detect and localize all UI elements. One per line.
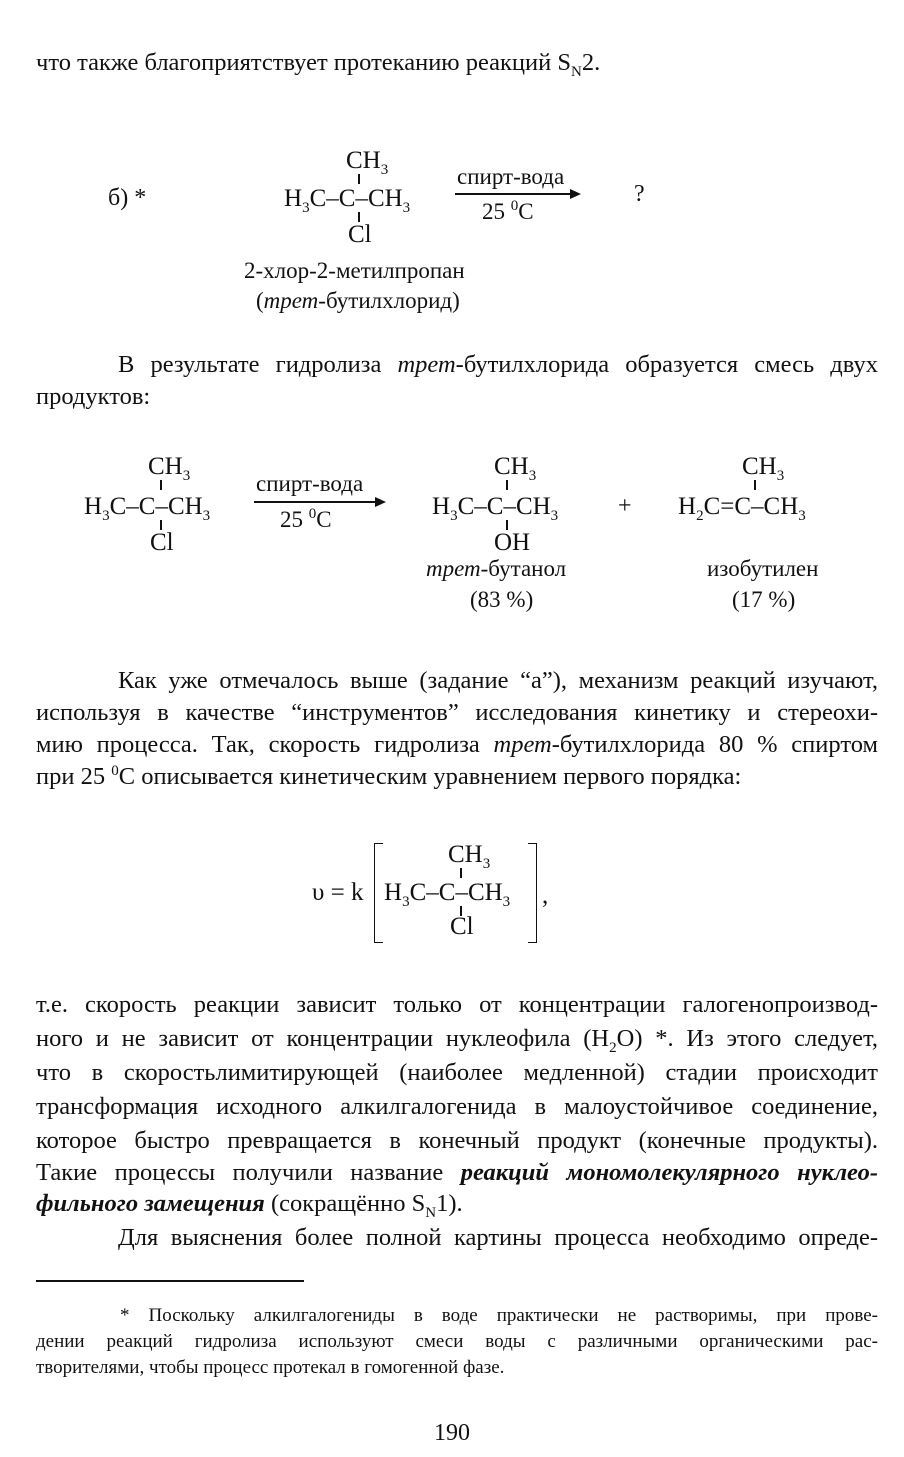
reaction-arrow — [254, 501, 384, 503]
compound-trivial-name: (трет-бутилхлорид) — [256, 288, 460, 313]
compound-name: 2-хлор-2-метилпропан — [244, 258, 465, 283]
reaction-condition-solvent: спирт-вода — [256, 471, 364, 496]
footnote-line-2: дении реакций гидролиза используют смеси воды с различными органическими рас- — [36, 1331, 878, 1352]
reaction-condition-solvent: спирт-вода — [457, 164, 565, 189]
product-2-name: изобутилен — [707, 556, 819, 581]
reaction-condition-temp: 25 $^0$C — [482, 198, 534, 224]
paragraph-3-line-3: что в скоростьлимитирующей (наиболее медленной) стадии происходит — [36, 1059, 878, 1086]
cl-atom: Cl — [348, 221, 372, 248]
unknown-product: ? — [634, 181, 645, 207]
reaction-label: б) * — [108, 185, 147, 211]
product-1-yield: (83 %) — [470, 587, 534, 612]
paragraph-2-line-2: используя в качестве “инструментов” исследования кинетику и стереохи- — [36, 699, 878, 726]
equation-comma: , — [542, 882, 549, 909]
product-1-name: трет-бутанол — [426, 556, 567, 581]
paragraph-3-line-6: Такие процессы получили название реакций мономолекулярного нуклео- — [36, 1159, 879, 1186]
ch3-group: $CH_3$ — [346, 147, 389, 178]
paragraph-3-line-1: т.е. скорость реакции зависит только от концентрации галогенопроизвод- — [36, 991, 878, 1018]
bond-vertical — [358, 174, 360, 184]
main-chain: $H_3C-C-CH_3$ — [284, 185, 411, 216]
reaction-condition-temp: 25 $^0$C — [280, 506, 332, 532]
footnote-rule — [36, 1280, 304, 1282]
reaction-arrow — [455, 193, 579, 195]
rate-equation-lhs: υ = k — [312, 879, 364, 906]
bracket-right — [528, 843, 537, 943]
footnote-line-1: * Поскольку алкилгалогениды в воде практически не растворимы, при прове- — [120, 1305, 878, 1326]
page-number: 190 — [434, 1420, 470, 1446]
footnote-line-3: творителями, чтобы процесс протекал в гомогенной фазе. — [36, 1357, 505, 1378]
paragraph-2-line-1: Как уже отмечалось выше (задание “а”), механизм реакций изучают, — [118, 667, 878, 694]
paragraph-1-line-2: продуктов: — [36, 383, 151, 410]
paragraph-2-line-4: при 25 $^0$С описывается кинетическим уравнением первого порядка: — [36, 763, 742, 790]
bracket-left — [374, 843, 383, 943]
paragraph-3-line-4: трансформация исходного алкилгалогенида в малоустойчивое соединение, — [36, 1093, 878, 1120]
paragraph-2-line-3: мию процесса. Так, скорость гидролиза трет-бутилхлорида 80 % спиртом — [36, 731, 878, 758]
plus-sign: + — [618, 493, 632, 519]
paragraph-3-line-5: которое быстро превращается в конечный продукт (конечные продукты). — [36, 1127, 878, 1154]
text-line-top: что также благоприятствует протеканию реакций $S_N2$. — [36, 49, 601, 80]
paragraph-3-line-7: фильного замещения (сокращённо $S_N1$). — [36, 1190, 463, 1221]
paragraph-1-line-1: В результате гидролиза трет-бутилхлорида образуется смесь двух — [118, 351, 878, 378]
product-2-yield: (17 %) — [732, 587, 796, 612]
paragraph-3-line-8: Для выяснения более полной картины процесса необходимо опреде- — [118, 1224, 878, 1251]
paragraph-3-line-2: ного и не зависит от концентрации нуклеофила $(H_2O)$ *. Из этого следует, — [36, 1025, 879, 1056]
